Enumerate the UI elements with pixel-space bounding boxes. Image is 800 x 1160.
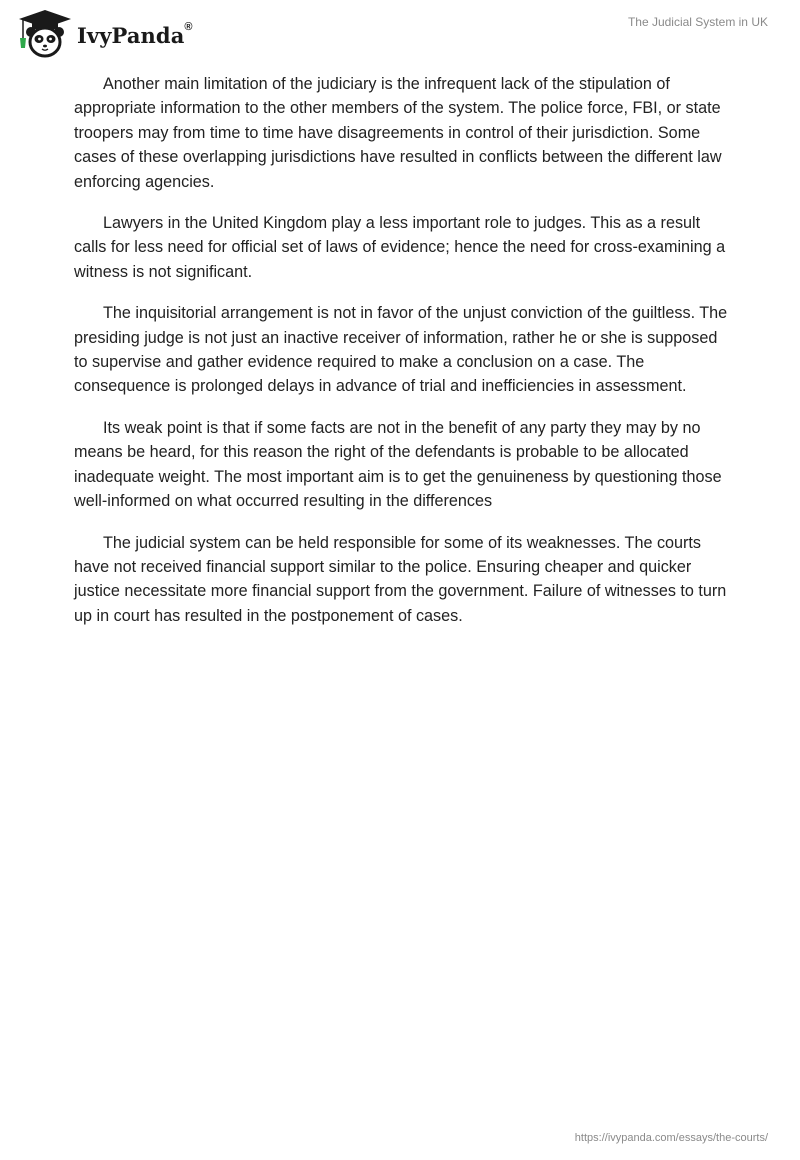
logo-wordmark: IvyPanda® (77, 20, 193, 48)
ivypanda-logo[interactable] (15, 8, 193, 60)
page-header (0, 0, 800, 70)
document-title: The Judicial System in UK (627, 15, 768, 29)
source-url-link[interactable]: https://ivypanda.com/essays/the-courts/ (574, 1132, 768, 1144)
paragraph: Another main limitation of the judiciary is the infrequent lack of the stipulation of appropriate information to the other members of the system. The police force, FBI, or state troopers may from time to time have disagreements in control of their jurisdiction. Some cases of these overlapping jurisdictions have resulted in conflicts between the different law enforcing agencies. (74, 75, 722, 191)
paragraph: The inquisitorial arrangement is not in favor of the unjust conviction of the guiltless. The presiding judge is not just an inactive receiver of information, rather he or she is supposed to supervise and gather evidence required to make a conclusion on a case. The consequence is prolonged delays in advance of trial and inefficiencies in assessment. (74, 304, 728, 396)
essay-body (74, 72, 734, 645)
paragraph: Lawyers in the United Kingdom play a less important role to judges. This as a result calls for less need for official set of laws of evidence; hence the need for cross-examining a witness is not significant. (74, 214, 726, 281)
panda-graduate-icon (15, 8, 75, 60)
paragraph: Its weak point is that if some facts are not in the benefit of any party they may by no means be heard, for this reason the right of the defendants is probable to be allocated inadequate weight. The most important aim is to get the genuineness by questioning those well-informed on what occurred resulting in the differences (74, 418, 722, 511)
paragraph: The judicial system can be held responsible for some of its weaknesses. The courts have not received financial support similar to the police. Ensuring cheaper and quicker justice necessitate more financial support from the government. Failure of witnesses to turn up in court has resulted in the postponement of cases. (74, 533, 727, 625)
